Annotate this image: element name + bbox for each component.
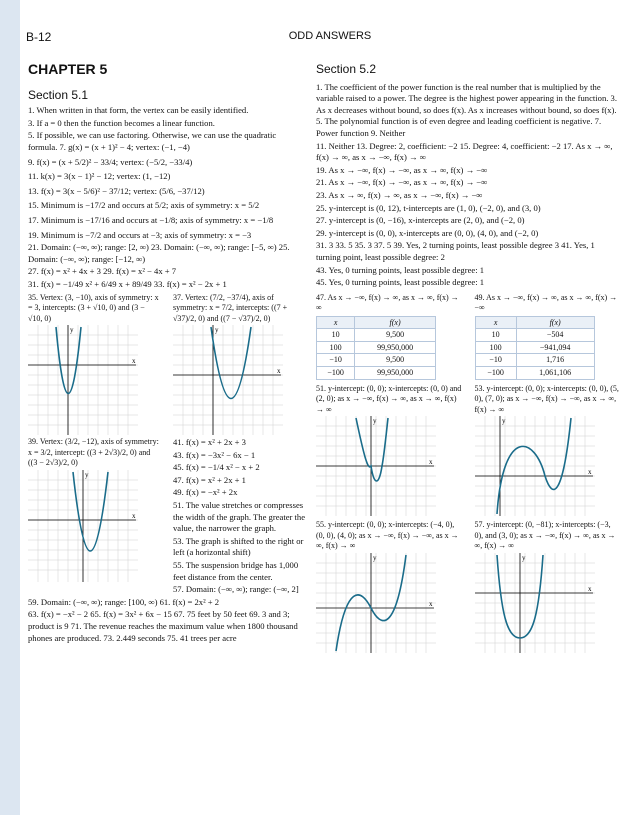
page-number: B-12: [26, 30, 52, 44]
table-row: 10 −504: [475, 329, 594, 342]
left-column: [28, 58, 306, 645]
section-title: Section 5.2: [316, 62, 377, 76]
answer: 19. As x → −∞, f(x) → −∞, as x → ∞, f(x) → −∞: [316, 164, 488, 175]
answer: 19. Minimum is −7/2 and occurs at −3; axis of symmetry: x = −3: [28, 229, 252, 240]
y-axis-label: y: [85, 470, 89, 479]
answer: 29. y-intercept is (0, 0), x-intercepts are (0, 0), (4, 0), and (−2, 0): [316, 227, 539, 238]
answer: 17. Minimum is −17/16 and occurs at −1/8; axis of symmetry: x = −1/8: [28, 214, 274, 225]
answer-39: 39. Vertex: (3/2, −12), axis of symmetry: x = 3/2, intercept: ((3 + 2√3)/2, 0) and ((3 − 2√3)/2, 0): [28, 437, 159, 467]
table-header: x: [475, 316, 516, 329]
answer: 41. f(x) = x² + 2x + 3: [173, 437, 246, 447]
x-axis-label: x: [587, 584, 591, 593]
graph-39: [28, 470, 138, 582]
x-axis-label: x: [132, 511, 136, 520]
answer-47: 47. As x → −∞, f(x) → ∞, as x → ∞, f(x) → ∞: [316, 292, 459, 313]
answer: 11. k(x) = 3(x − 1)² − 12; vertex: (1, −12): [28, 171, 171, 182]
table-header: x: [317, 316, 355, 329]
table-header: f(x): [355, 316, 436, 329]
x-axis-label: x: [132, 357, 136, 365]
answer: 27. f(x) = x² + 4x + 3 29. f(x) = x² − 4x + 7: [28, 266, 177, 277]
section-title: Section 5.1: [28, 87, 89, 102]
table-row: 100 −941,094: [475, 341, 594, 354]
answer: 1. When written in that form, the vertex can be easily identified.: [28, 105, 249, 116]
answer: 31. f(x) = −1/49 x² + 6/49 x + 89/49 33. f(x) = x² − 2x + 1: [28, 278, 227, 289]
answer: 59. Domain: (−∞, ∞); range: [100, ∞) 61. f(x) = 2x² + 2: [28, 596, 220, 607]
table-47: [316, 316, 436, 380]
answer: 47. f(x) = x² + 2x + 1: [173, 474, 246, 485]
graph-37: [173, 325, 283, 435]
x-axis-label: x: [429, 599, 433, 608]
answer-49: 49. As x → −∞, f(x) → ∞, as x → ∞, f(x) → −∞: [474, 292, 618, 313]
answer: 3. If a = 0 then the function becomes a linear function.: [28, 117, 215, 128]
answer: 5. If possible, we can use factoring. Otherwise, we can use the quadratic formula. 7. g(x) = (x + 1)² − 4; vertex: (−1, −4): [28, 130, 277, 152]
running-header: ODD ANSWERS: [288, 30, 372, 42]
answer: 31. 3 33. 5 35. 3 37. 5 39. Yes, 2 turning points, least possible degree 3 41. Yes, 1 turning point, least possible degree: 2: [316, 240, 595, 262]
graph-35: [28, 325, 138, 435]
table-row: −10 1,716: [475, 354, 594, 367]
answer: 27. y-intercept is (0, −16), x-intercepts are (2, 0), and (−2, 0): [316, 215, 525, 226]
answer: 43. Yes, 0 turning points, least possible degree: 1: [316, 264, 485, 275]
answer: 51. The value stretches or compresses the width of the graph. The greater the value, the narrower the graph.: [173, 499, 306, 534]
answer: 1. The coefficient of the power function is the real number that is multiplied by the variable raised to a power. The degree is the highest power appearing in the function. 3. As x decreases without bound, so does f(x). As x increases without bound, so does f(x). 5. The polynomial function is of even degree and leading coefficient is negative. 7. Power function 9. Neither: [316, 81, 617, 138]
answer: 25. y-intercept is (0, 12), t-intercepts are (1, 0), (−2, 0), and (3, 0): [316, 202, 541, 213]
page: [20, 0, 630, 815]
answer: 55. The suspension bridge has 1,000 feet distance from the center.: [173, 559, 299, 582]
graph-55: [316, 553, 436, 653]
graph-53: [475, 416, 595, 516]
answer-51: 51. y-intercept: (0, 0); x-intercepts: (0, 0) and (2, 0); as x → −∞, f(x) → ∞, as x → ∞, f(x) → ∞: [316, 383, 462, 414]
graph-51: [316, 416, 436, 516]
x-axis-label: x: [277, 367, 281, 375]
table-49: [475, 316, 595, 380]
answer: 45. Yes, 0 turning points, least possible degree: 1: [316, 277, 485, 288]
answer: 23. As x → ∞, f(x) → ∞, as x → −∞, f(x) → −∞: [316, 189, 483, 200]
table-row: −10 9,500: [317, 354, 436, 367]
answer: 21. Domain: (−∞, ∞); range: [2, ∞) 23. Domain: (−∞, ∞); range: [−5, ∞) 25. Domain: (−∞, ∞); range: [−12, ∞): [28, 242, 290, 264]
answer: 9. f(x) = (x + 5/2)² − 33/4; vertex: (−5/2, −33/4): [28, 156, 193, 167]
graph-57: [475, 553, 595, 653]
answer-53: 53. y-intercept: (0, 0); x-intercepts: (0, 0), (5, 0), (7, 0); as x → −∞, f(x) → −∞, as x → ∞, f(x) → ∞: [474, 383, 619, 414]
answer: 13. f(x) = 3(x − 5/6)² − 37/12; vertex: (5/6, −37/12): [28, 185, 205, 196]
answer: 63. f(x) = −x² − 2 65. f(x) = 3x² + 6x − 15 67. 75 feet by 50 feet 69. 3 and 3; product is 9 71. The revenue reaches the maximum value when 1800 thousand phones are produced. 73. 2.449 seconds 75. 41 trees per acre: [28, 609, 298, 643]
answer: 57. Domain: (−∞, ∞); range: (−∞, 2]: [173, 584, 299, 595]
y-axis-label: y: [373, 553, 377, 562]
answer-55: 55. y-intercept: (0, 0); x-intercepts: (−4, 0), (0, 0), (4, 0); as x → −∞, f(x) → −∞, as x → ∞, f(x) → ∞: [316, 520, 459, 551]
answer: 43. f(x) = −3x² − 6x − 1: [173, 449, 256, 460]
y-axis-label: y: [70, 326, 74, 334]
table-row: −100 1,061,106: [475, 367, 594, 380]
x-axis-label: x: [429, 458, 433, 467]
answer: 11. Neither 13. Degree: 2, coefficient: −2 15. Degree: 4, coefficient: −2 17. As x → ∞, f(x) → ∞, as x → −∞, f(x) → ∞: [316, 140, 613, 163]
answer-35: 35. Vertex: (3, −10), axis of symmetry: x = 3, intercepts: (3 + √10, 0) and (3 − √10, 0): [28, 292, 159, 323]
table-row: 100 99,950,000: [317, 341, 436, 354]
y-axis-label: y: [373, 417, 377, 426]
answer: 21. As x → −∞, f(x) → −∞, as x → ∞, f(x) → −∞: [316, 177, 488, 188]
y-axis-label: y: [501, 417, 505, 426]
table-row: 10 9,500: [317, 329, 436, 342]
chapter-title: CHAPTER 5: [28, 61, 108, 77]
answer: 49. f(x) = −x² + 2x: [173, 487, 238, 498]
answer-57: 57. y-intercept: (0, −81); x-intercepts: (−3, 0), and (3, 0); as x → −∞, f(x) → ∞, as x → ∞, f(x) → ∞: [474, 520, 616, 551]
x-axis-label: x: [587, 468, 591, 477]
y-axis-label: y: [521, 553, 525, 562]
answer: 45. f(x) = −1/4 x² − x + 2: [173, 462, 260, 473]
answer-37: 37. Vertex: (7/2, −37/4), axis of symmetry: x = 7/2, intercepts: ((7 + √37)/2, 0) and ((7 − √37)/2, 0): [173, 292, 288, 323]
answer: 15. Minimum is −17/2 and occurs at 5/2; axis of symmetry: x = 5/2: [28, 200, 260, 211]
answer: 53. The graph is shifted to the right or left (a horizontal shift): [173, 535, 304, 558]
right-column: [316, 58, 621, 653]
y-axis-label: y: [215, 326, 219, 334]
table-row: −100 99,950,000: [317, 367, 436, 380]
table-header: f(x): [516, 316, 594, 329]
